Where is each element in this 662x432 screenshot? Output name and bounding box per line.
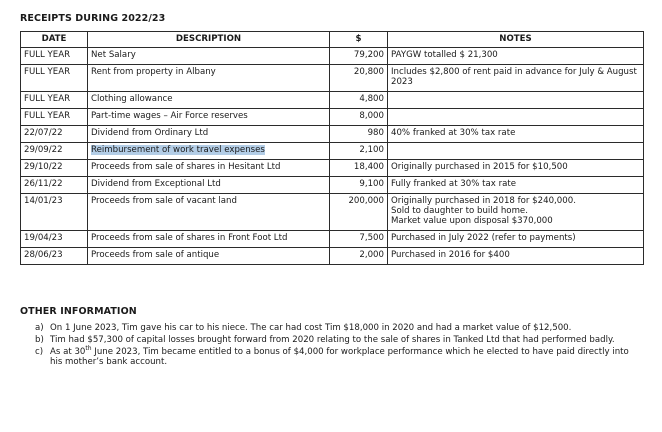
table-header-row xyxy=(21,32,644,48)
table-row xyxy=(21,126,644,143)
row-date xyxy=(21,143,88,160)
table-row xyxy=(21,248,644,265)
row-date-text: 29/10/22 xyxy=(24,162,63,172)
row-description-text: Clothing allowance xyxy=(91,94,173,104)
row-date xyxy=(21,92,88,109)
row-description xyxy=(88,143,330,160)
table-row xyxy=(21,194,644,231)
row-description-text: Dividend from Exceptional Ltd xyxy=(91,179,221,189)
table-row xyxy=(21,231,644,248)
row-amount xyxy=(330,160,388,177)
list-item xyxy=(20,323,640,333)
row-amount xyxy=(330,109,388,126)
row-note xyxy=(388,248,644,265)
header-date: DATE xyxy=(21,32,88,48)
row-note-text: Includes $2,800 of rent paid in advance for July & August 2023 xyxy=(391,67,637,87)
row-description-text: Proceeds from sale of vacant land xyxy=(91,196,237,206)
receipts-title: RECEIPTS DURING 2022/23 xyxy=(20,13,166,24)
row-amount xyxy=(330,231,388,248)
row-note xyxy=(388,92,644,109)
row-note xyxy=(388,48,644,65)
header-notes: NOTES xyxy=(388,32,644,48)
row-description xyxy=(88,177,330,194)
row-description xyxy=(88,92,330,109)
list-item-text-end: June 2023, Tim became entitled to a bonus of $4,000 for workplace performance which he elected to have paid directly into his mother’s bank account. xyxy=(50,347,629,367)
other-information-list xyxy=(20,323,640,369)
row-description-text: Proceeds from sale of antique xyxy=(91,250,220,260)
row-note-text: Purchased in July 2022 (refer to payments) xyxy=(391,233,576,243)
row-date xyxy=(21,48,88,65)
row-amount-text: 9,100 xyxy=(359,179,384,189)
row-date xyxy=(21,177,88,194)
row-amount-text: 20,800 xyxy=(353,67,384,77)
row-amount xyxy=(330,194,388,231)
row-date-text: FULL YEAR xyxy=(24,67,71,77)
row-note xyxy=(388,109,644,126)
row-description-text: Rent from property in Albany xyxy=(91,67,216,77)
row-description xyxy=(88,109,330,126)
row-description-text: Proceeds from sale of shares in Front Foot Ltd xyxy=(91,233,288,243)
table-row xyxy=(21,160,644,177)
table-row xyxy=(21,143,644,160)
row-note xyxy=(388,143,644,160)
table-row xyxy=(21,177,644,194)
header-description: DESCRIPTION xyxy=(88,32,330,48)
row-description xyxy=(88,248,330,265)
row-amount xyxy=(330,92,388,109)
row-amount-text: 18,400 xyxy=(353,162,384,172)
header-amount: $ xyxy=(330,32,388,48)
row-description-text: Reimbursement of work travel expenses xyxy=(91,145,265,155)
receipts-table xyxy=(20,31,644,265)
table-row xyxy=(21,92,644,109)
row-description-text: Dividend from Ordinary Ltd xyxy=(91,128,209,138)
row-amount-text: 8,000 xyxy=(359,111,384,121)
row-date-text: 28/06/23 xyxy=(24,250,63,260)
row-note-text: Fully franked at 30% tax rate xyxy=(391,179,517,189)
list-item xyxy=(20,347,640,367)
table-row xyxy=(21,48,644,65)
table-row xyxy=(21,109,644,126)
row-date-text: FULL YEAR xyxy=(24,111,71,121)
row-amount-text: 4,800 xyxy=(359,94,384,104)
row-description xyxy=(88,65,330,92)
row-amount-text: 7,500 xyxy=(359,233,384,243)
row-amount xyxy=(330,143,388,160)
row-amount-text: 980 xyxy=(367,128,384,138)
row-date-text: 19/04/23 xyxy=(24,233,63,243)
row-amount xyxy=(330,248,388,265)
row-note xyxy=(388,65,644,92)
row-note-text: 40% franked at 30% tax rate xyxy=(391,128,516,138)
row-note xyxy=(388,126,644,143)
row-date xyxy=(21,160,88,177)
list-item-text: Tim had $57,300 of capital losses brought forward from 2020 relating to the sale of shares in Tanked Ltd that had performed badly. xyxy=(50,335,615,345)
row-date-text: FULL YEAR xyxy=(24,94,71,104)
row-description-text: Part-time wages – Air Force reserves xyxy=(91,111,248,121)
row-description xyxy=(88,160,330,177)
row-note xyxy=(388,194,644,231)
row-amount xyxy=(330,65,388,92)
list-marker: c) xyxy=(35,347,44,357)
row-amount-text: 200,000 xyxy=(348,196,384,206)
row-note xyxy=(388,177,644,194)
row-note xyxy=(388,231,644,248)
row-date-text: 14/01/23 xyxy=(24,196,63,206)
row-date-text: 22/07/22 xyxy=(24,128,63,138)
list-marker: a) xyxy=(35,323,44,333)
row-note xyxy=(388,160,644,177)
row-description-text: Proceeds from sale of shares in Hesitant Ltd xyxy=(91,162,281,172)
row-date xyxy=(21,65,88,92)
row-description xyxy=(88,48,330,65)
row-date xyxy=(21,194,88,231)
row-note-text: Originally purchased in 2015 for $10,500 xyxy=(391,162,568,172)
list-item-text: On 1 June 2023, Tim gave his car to his niece. The car had cost Tim $18,000 in 2020 and had a market value of $12,500. xyxy=(50,323,572,333)
row-description xyxy=(88,194,330,231)
row-description xyxy=(88,126,330,143)
row-date-text: FULL YEAR xyxy=(24,50,71,60)
row-description xyxy=(88,231,330,248)
row-date-text: 29/09/22 xyxy=(24,145,63,155)
list-marker: b) xyxy=(35,335,44,345)
row-note-text: Purchased in 2016 for $400 xyxy=(391,250,510,260)
row-amount-text: 2,100 xyxy=(359,145,384,155)
list-item xyxy=(20,335,640,345)
row-date-text: 26/11/22 xyxy=(24,179,63,189)
list-item-text-start: As at 30 xyxy=(50,347,86,357)
row-description-text: Net Salary xyxy=(91,50,136,60)
row-amount xyxy=(330,177,388,194)
row-amount xyxy=(330,48,388,65)
row-date xyxy=(21,126,88,143)
row-date xyxy=(21,231,88,248)
row-date xyxy=(21,109,88,126)
row-date xyxy=(21,248,88,265)
row-note-text: PAYGW totalled $ 21,300 xyxy=(391,50,498,60)
row-amount-text: 2,000 xyxy=(359,250,384,260)
row-amount xyxy=(330,126,388,143)
superscript: th xyxy=(85,345,92,353)
row-amount-text: 79,200 xyxy=(353,50,384,60)
other-information-title: OTHER INFORMATION xyxy=(20,306,137,317)
row-note-text: Originally purchased in 2018 for $240,000. Sold to daughter to build home. Market value upon disposal $370,000 xyxy=(391,196,576,226)
table-row xyxy=(21,65,644,92)
